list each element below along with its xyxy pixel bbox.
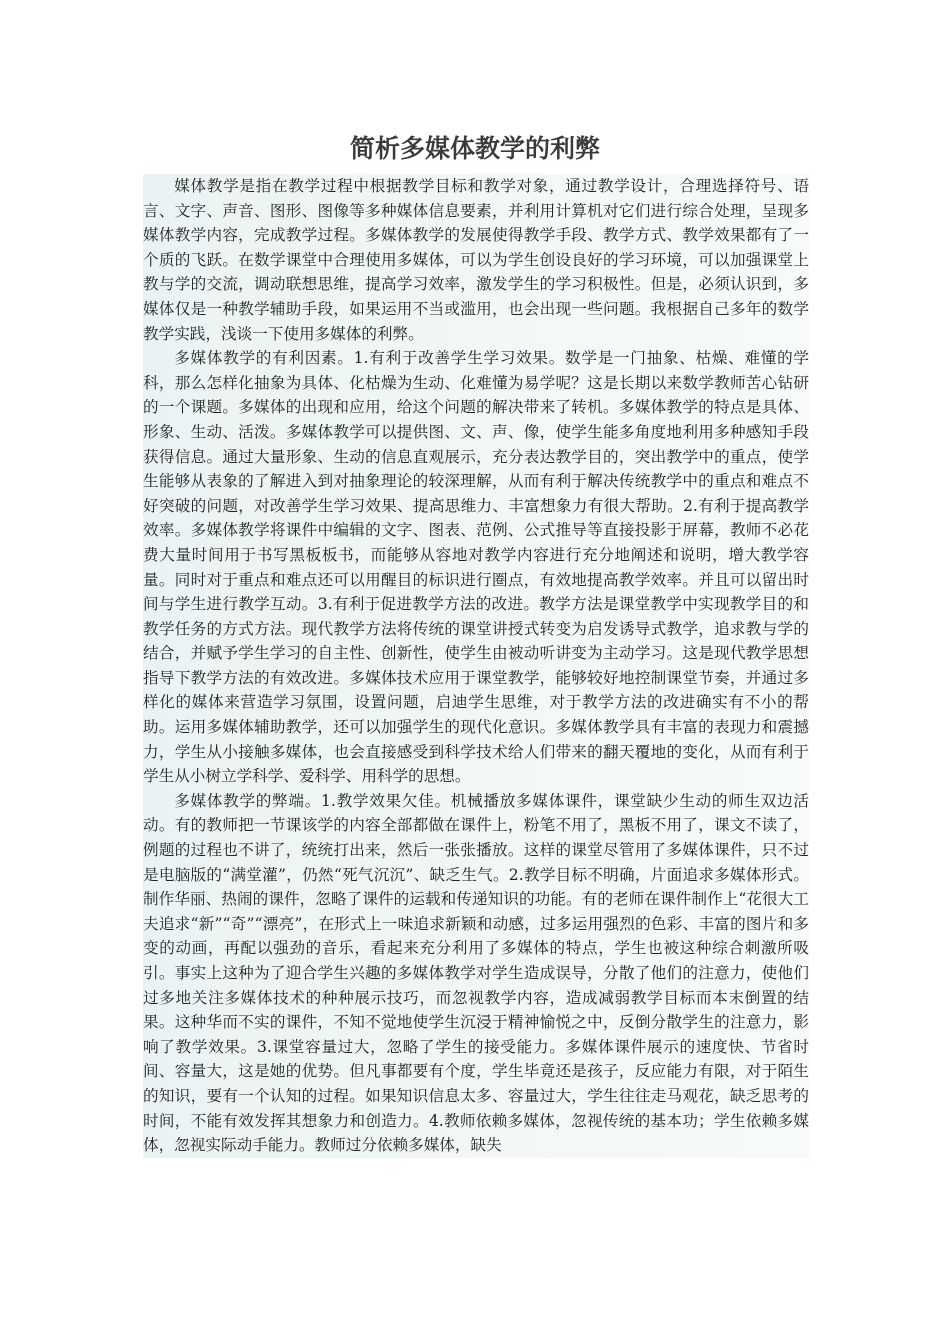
advantages-paragraph: 多媒体教学的有利因素。1.有利于改善学生学习效果。数学是一门抽象、枯燥、难懂的学科，那么怎样化抽象为具体、化枯燥为生动、化难懂为易学呢？这是长期以来数学教师苦心钻研的一个课题。多媒体的出现和应用，给这个问题的解决带来了转机。多媒体教学的特点是具体、形象、生动、活泼。多媒体教学可以提供图、文、声、像，使学生能多角度地利用多种感知手段获得信息。通过大量形象、生动的信息直观展示，充分表达教学目的，突出教学中的重点，使学生能够从表象的了解进入到对抽象理论的较深理解，从而有利于解决传统教学中的重点和难点不好突破的问题，对改善学生学习效果、提高思维力、丰富想象力有很大帮助。2.有利于提高教学效率。多媒体教学将课件中编辑的文字、图表、范例、公式推导等直接投影于屏幕，教师不必花费大量时间用于书写黑板板书，而能够从容地对教学内容进行充分地阐述和说明，增大教学容量。同时对于重点和难点还可以用醒目的标识进行圈点，有效地提高教学效率。并且可以留出时间与学生进行教学互动。3.有利于促进教学方法的改进。教学方法是课堂教学中实现教学目的和教学任务的方式方法。现代教学方法将传统的课堂讲授式转变为启发诱导式教学，追求教与学的结合，并赋予学生学习的自主性、创新性，使学生由被动听讲变为主动学习。这是现代教学思想指导下教学方法的有效改进。多媒体技术应用于课堂教学，能够较好地控制课堂节奏，并通过多样化的媒体来营造学习氛围，设置问题，启迪学生思维，对于教学方法的改进确实有不小的帮助。运用多媒体辅助教学，还可以加强学生的现代化意识。多媒体教学具有丰富的表现力和震撼力，学生从小接触多媒体，也会直接感受到科学技术给人们带来的翻天覆地的变化，从而有利于学生从小树立学科学、爱科学、用科学的思想。 bbox=[143, 346, 809, 789]
page-title: 简析多媒体教学的利弊 bbox=[349, 134, 600, 163]
disadvantages-paragraph: 多媒体教学的弊端。1.教学效果欠佳。机械播放多媒体课件，课堂缺少生动的师生双边活动。有的教师把一节课该学的内容全部都做在课件上，粉笔不用了，黑板不用了，课文不读了，例题的过程也不讲了，统统打出来，然后一张张播放。这样的课堂尽管用了多媒体课件，只不过是电脑版的“满堂灌”，仍然“死气沉沉”、缺乏生气。2.教学目标不明确，片面追求多媒体形式。制作华丽、热闹的课件，忽略了课件的运载和传递知识的功能。有的老师在课件制作上“花很大工夫追求“新”“奇”“漂亮”，在形式上一味追求新颖和动感，过多运用强烈的色彩、丰富的图片和多变的动画，再配以强劲的音乐，看起来充分利用了多媒体的特点，学生也被这种综合刺激所吸引。事实上这种为了迎合学生兴趣的多媒体教学对学生造成误导，分散了他们的注意力，使他们过多地关注多媒体技术的种种展示技巧，而忽视教学内容，造成减弱教学目标而本末倒置的结果。这种华而不实的课件，不知不觉地使学生沉浸于精神愉悦之中，反倒分散学生的注意力，影响了教学效果。3.课堂容量过大，忽略了学生的接受能力。多媒体课件展示的速度快、节省时间、容量大，这是她的优势。但凡事都要有个度，学生毕竟还是孩子，反应能力有限，对于陌生的知识，要有一个认知的过程。如果知识信息太多、容量过大，学生往往走马观花，缺乏思考的时间，不能有效发挥其想象力和创造力。4.教师依赖多媒体，忽视传统的基本功；学生依赖多媒体，忽视实际动手能力。教师过分依赖多媒体，缺失 bbox=[143, 789, 809, 1158]
article-body bbox=[143, 174, 809, 1158]
intro-paragraph: 媒体教学是指在教学过程中根据教学目标和教学对象，通过教学设计，合理选择符号、语言、文字、声音、图形、图像等多种媒体信息要素，并利用计算机对它们进行综合处理，呈现多媒体教学内容，完成教学过程。多媒体教学的发展使得教学手段、教学方式、教学效果都有了一个质的飞跃。在数学课堂中合理使用多媒体，可以为学生创设良好的学习环境，可以加强课堂上教与学的交流，调动联想思维，提高学习效率，激发学生的学习积极性。但是，必须认识到，多媒体仅是一种教学辅助手段，如果运用不当或滥用，也会出现一些问题。我根据自己多年的数学教学实践，浅谈一下使用多媒体的利弊。 bbox=[143, 174, 809, 346]
